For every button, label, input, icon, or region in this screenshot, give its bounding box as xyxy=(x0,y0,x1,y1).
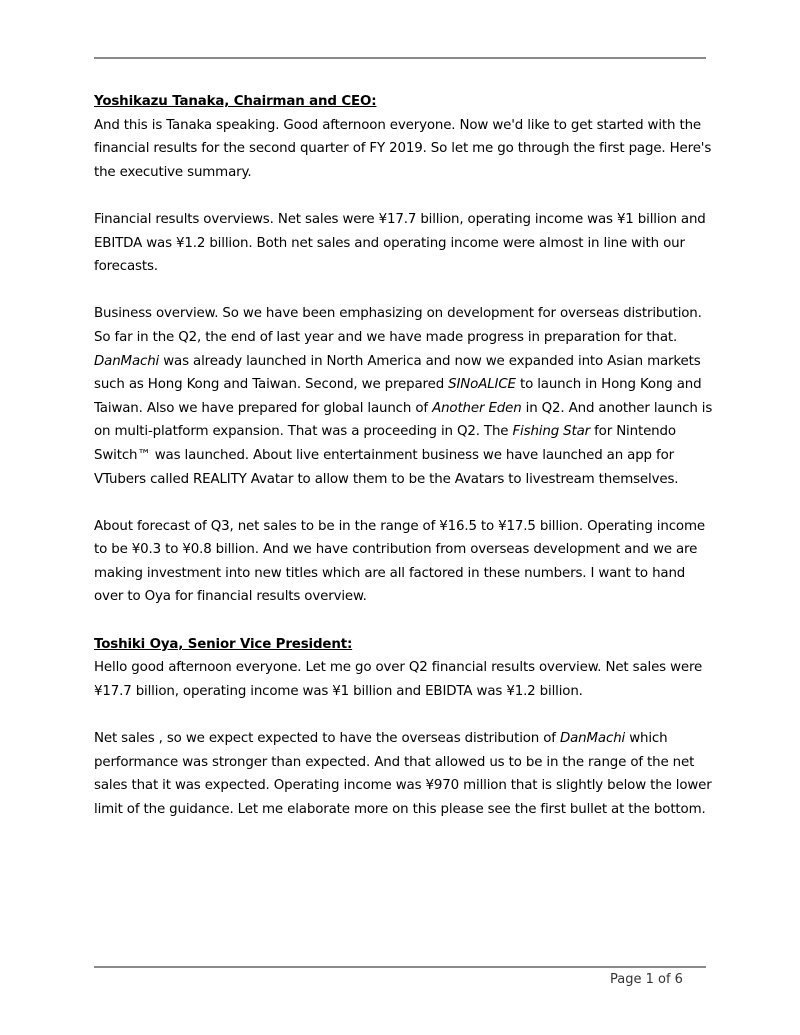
transcript-body xyxy=(94,90,714,845)
paragraph xyxy=(94,656,714,703)
header-rule xyxy=(94,57,706,59)
paragraph-text: Hello good afternoon everyone. Let me go over Q2 financial results overview. Net sales were ¥17.7 billion, operating income was ¥1 billion and EBIDTA was ¥1.2 billion. xyxy=(94,660,703,699)
title-sinoalice: SINoALICE xyxy=(448,377,516,393)
speaker-section-tanaka xyxy=(94,90,714,609)
paragraph-text: Net sales , so we expect expected to have the overseas distribution of xyxy=(94,731,560,747)
speaker-heading: Yoshikazu Tanaka, Chairman and CEO: xyxy=(94,94,377,109)
paragraph-text: which performance was stronger than expected. And that allowed us to be in the range of the net sales that it was expected. Operating income was ¥970 million that is slightly below the lower limit of the guidance. Let me elaborate more on this please see the first bullet at the bottom. xyxy=(94,731,712,817)
paragraph-text: And this is Tanaka speaking. Good afternoon everyone. Now we'd like to get started with the financial results for the second quarter of FY 2019. So let me go through the first page. Here's the executive summary. xyxy=(94,117,712,180)
speaker-section-oya xyxy=(94,633,714,822)
paragraph-text: for Nintendo Switch™ was launched. About live entertainment business we have launched an app for VTubers called REALITY Avatar to allow them to be the Avatars to livestream themselves. xyxy=(94,424,679,487)
paragraph xyxy=(94,114,714,185)
paragraph-text: to launch in Hong Kong and Taiwan. Also we have prepared for global launch of xyxy=(94,377,702,416)
paragraph-text: Business overview. So we have been emphasizing on development for overseas distribution. So far in the Q2, the end of last year and we have made progress in preparation for that. xyxy=(94,306,702,345)
title-fishing-star: Fishing Star xyxy=(512,424,591,440)
speaker-heading: Toshiki Oya, Senior Vice President: xyxy=(94,636,353,652)
title-another-eden: Another Eden xyxy=(432,400,522,416)
paragraph xyxy=(94,727,714,821)
paragraph-text: in Q2. And another launch is on multi-platform expansion. That was a proceeding in Q2. The xyxy=(94,400,713,440)
paragraph xyxy=(94,208,714,279)
paragraph xyxy=(94,302,714,491)
paragraph-text: was already launched in North America and now we expanded into Asian markets such as Hong Kong and Taiwan. Second, we prepared xyxy=(94,353,701,393)
paragraph xyxy=(94,515,714,609)
title-danmachi: DanMachi xyxy=(559,731,626,747)
footer-rule xyxy=(94,966,706,968)
paragraph-text: Financial results overviews. Net sales were ¥17.7 billion, operating income was ¥1 billion and EBITDA was ¥1.2 billion. Both net sales and operating income were almost in line with our forecasts. xyxy=(94,211,706,275)
paragraph-text: About forecast of Q3, net sales to be in the range of ¥16.5 to ¥17.5 billion. Operating income to be ¥0.3 to ¥0.8 billion. And we have contribution from overseas development and we are making investment into new titles which are all factored in these numbers. I want to hand over to Oya for financial results overview. xyxy=(94,518,705,605)
page-number: Page 1 of 6 xyxy=(610,972,683,987)
title-danmachi: DanMachi xyxy=(94,353,160,369)
